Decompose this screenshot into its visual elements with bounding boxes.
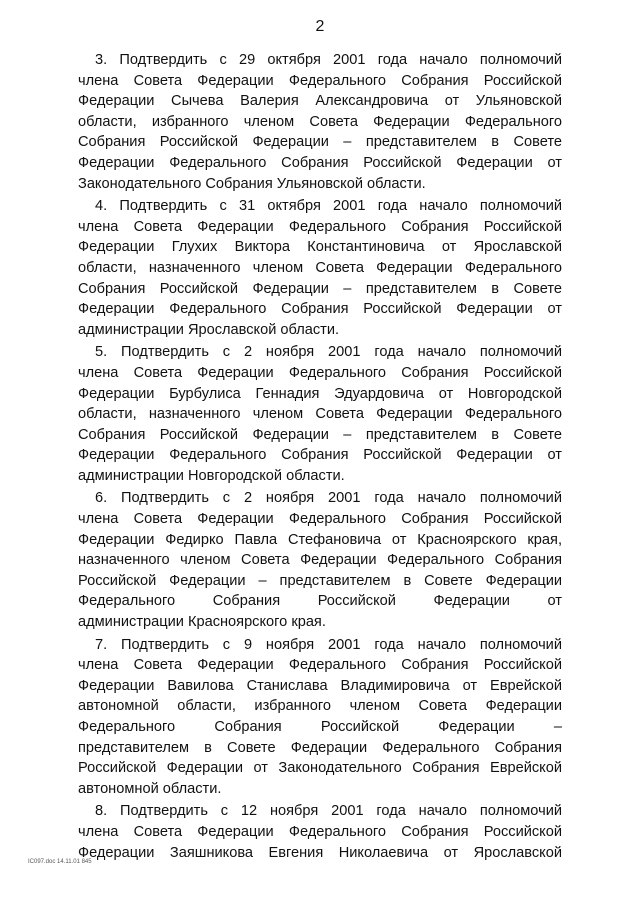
paragraph-line: представителем в Совете Федерации Федерального Собрания: [78, 739, 562, 756]
page-number: 2: [315, 18, 325, 35]
paragraph-line: члена Совета Федерации Федерального Собрания Российской: [78, 364, 562, 381]
paragraph-line: 8. Подтвердить с 12 ноября 2001 года начало полномочий: [95, 803, 562, 820]
paragraph-line: 3. Подтвердить с 29 октября 2001 года начало полномочий: [95, 52, 562, 68]
paragraph-line: автономной области.: [78, 780, 222, 797]
paragraph-line: автономной области, избранного членом Совета Федерации: [78, 698, 562, 715]
paragraph-line: Федерации Бурбулиса Геннадия Эдуардовича от Новгородской: [78, 385, 562, 402]
footer-file-code: IC097.doc 14.11.01 845: [28, 859, 92, 865]
paragraph-line: Федерации Федирко Павла Стефановича от Красноярского края,: [78, 531, 562, 548]
paragraph-line: области, избранного членом Совета Федерации Федерального: [78, 113, 562, 130]
paragraph-line: назначенного членом Совета Федерации Федерального Собрания: [78, 552, 562, 569]
paragraph-item-4: [78, 196, 562, 340]
paragraph-line: Законодательного Собрания Ульяновской области.: [78, 175, 426, 192]
paragraph-line: Федерации Федерального Собрания Российской Федерации от: [78, 447, 562, 464]
paragraph-line: Федерации Федерального Собрания Российской Федерации от: [78, 154, 562, 171]
paragraph-line: Федерации Вавилова Станислава Владимировича от Еврейской: [78, 677, 562, 694]
paragraph-line: члена Совета Федерации Федерального Собрания Российской: [78, 218, 562, 235]
paragraph-line: администрации Ярославской области.: [78, 321, 340, 338]
paragraph-line: Федерации Сычева Валерия Александровича от Ульяновской: [78, 93, 562, 110]
paragraph-line: Федерации Федерального Собрания Российской Федерации от: [78, 301, 562, 318]
paragraph-item-6: [78, 488, 562, 632]
paragraph-line: Собрания Российской Федерации – представителем в Совете: [78, 134, 562, 151]
paragraph-line: Российской Федерации от Законодательного Собрания Еврейской: [78, 760, 562, 777]
paragraph-line: администрации Красноярского края.: [78, 614, 326, 631]
paragraph-line: 7. Подтвердить с 9 ноября 2001 года начало полномочий: [95, 636, 562, 653]
paragraph-line: члена Совета Федерации Федерального Собрания Российской: [78, 657, 562, 674]
paragraph-line: Федерации Глухих Виктора Константиновича от Ярославской: [78, 239, 562, 256]
paragraph-item-8: [78, 801, 562, 863]
paragraph-line: Федерации Заяшникова Евгения Николаевича от Ярославской: [78, 844, 562, 861]
paragraph-line: члена Совета Федерации Федерального Собрания Российской: [78, 823, 562, 840]
paragraph-line: Федерального Собрания Российской Федерации от: [78, 593, 562, 610]
paragraph-line: Федерального Собрания Российской Федерации –: [78, 719, 562, 735]
paragraph-item-5: [78, 342, 562, 486]
paragraph-line: Российской Федерации – представителем в Совете Федерации: [78, 572, 562, 589]
paragraph-line: 4. Подтвердить с 31 октября 2001 года начало полномочий: [95, 198, 562, 215]
paragraph-item-3: [78, 50, 562, 194]
paragraph-line: члена Совета Федерации Федерального Собрания Российской: [78, 511, 562, 528]
paragraph-item-7: [78, 635, 562, 800]
paragraph-line: члена Совета Федерации Федерального Собрания Российской: [78, 72, 562, 89]
paragraph-line: 5. Подтвердить с 2 ноября 2001 года начало полномочий: [95, 344, 562, 361]
paragraph-line: Собрания Российской Федерации – представителем в Совете: [78, 426, 562, 443]
paragraph-line: Собрания Российской Федерации – представителем в Совете: [78, 280, 562, 297]
paragraph-line: администрации Новгородской области.: [78, 467, 345, 484]
paragraph-line: 6. Подтвердить с 2 ноября 2001 года начало полномочий: [95, 490, 562, 507]
document-body: [78, 50, 562, 865]
paragraph-line: области, назначенного членом Совета Федерации Федерального: [78, 406, 562, 423]
paragraph-line: области, назначенного членом Совета Федерации Федерального: [78, 259, 562, 276]
